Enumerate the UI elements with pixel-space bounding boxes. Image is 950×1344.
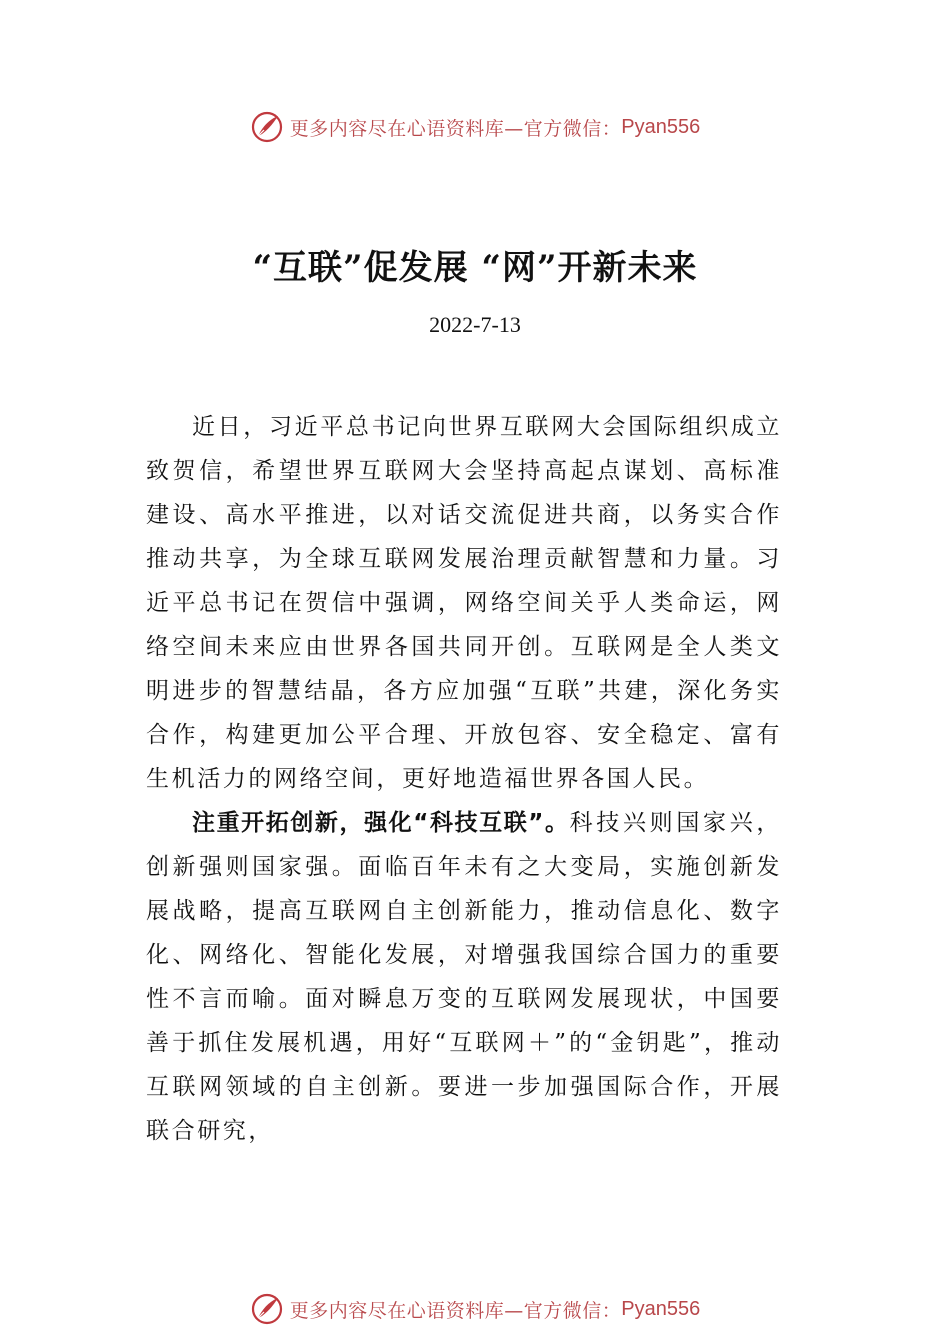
watermark-footer — [0, 1289, 950, 1329]
paragraph-2-lead: 注重开拓创新，强化“科技互联”。 — [192, 810, 570, 836]
watermark-wechat-id: Pyan556 — [621, 1297, 701, 1320]
paragraph-1: 近日，习近平总书记向世界互联网大会国际组织成立致贺信，希望世界互联网大会坚持高起点谋划、高标准建设、高水平推进，以对话交流促进共商，以务实合作推动共享，为全球互联网发展治理贡献智慧和力量。习近平总书记在贺信中强调，网络空间关乎人类命运，网络空间未来应由世界各国共同开创。互联网是全人类文明进步的智慧结晶，各方应加强“互联”共建，深化务实合作，构建更加公平合理、开放包容、安全稳定、富有生机活力的网络空间，更好地造福世界各国人民。 — [146, 414, 782, 792]
watermark-header — [0, 107, 950, 147]
watermark-text: 更多内容尽在心语资料库—官方微信： — [289, 1299, 622, 1322]
quill-logo-icon — [250, 1292, 284, 1326]
article-title: “互联”促发展 “网”开新未来 — [252, 248, 698, 288]
paragraph-2 — [146, 801, 782, 1153]
watermark-text: 更多内容尽在心语资料库—官方微信： — [289, 117, 622, 140]
paragraph-2-text: 科技兴则国家兴，创新强则国家强。面临百年未有之大变局，实施创新发展战略，提高互联网自主创新能力，推动信息化、数字化、网络化、智能化发展，对增强我国综合国力的重要性不言而喻。面对瞬息万变的互联网发展现状，中国要善于抓住发展机遇，用好“互联网＋”的“金钥匙”，推动互联网领域的自主创新。要进一步加强国际合作，开展联合研究， — [146, 810, 782, 1144]
article-body — [146, 405, 782, 1153]
article-date: 2022-7-13 — [429, 312, 521, 337]
quill-logo-icon — [250, 110, 284, 144]
watermark-wechat-id: Pyan556 — [621, 115, 701, 138]
